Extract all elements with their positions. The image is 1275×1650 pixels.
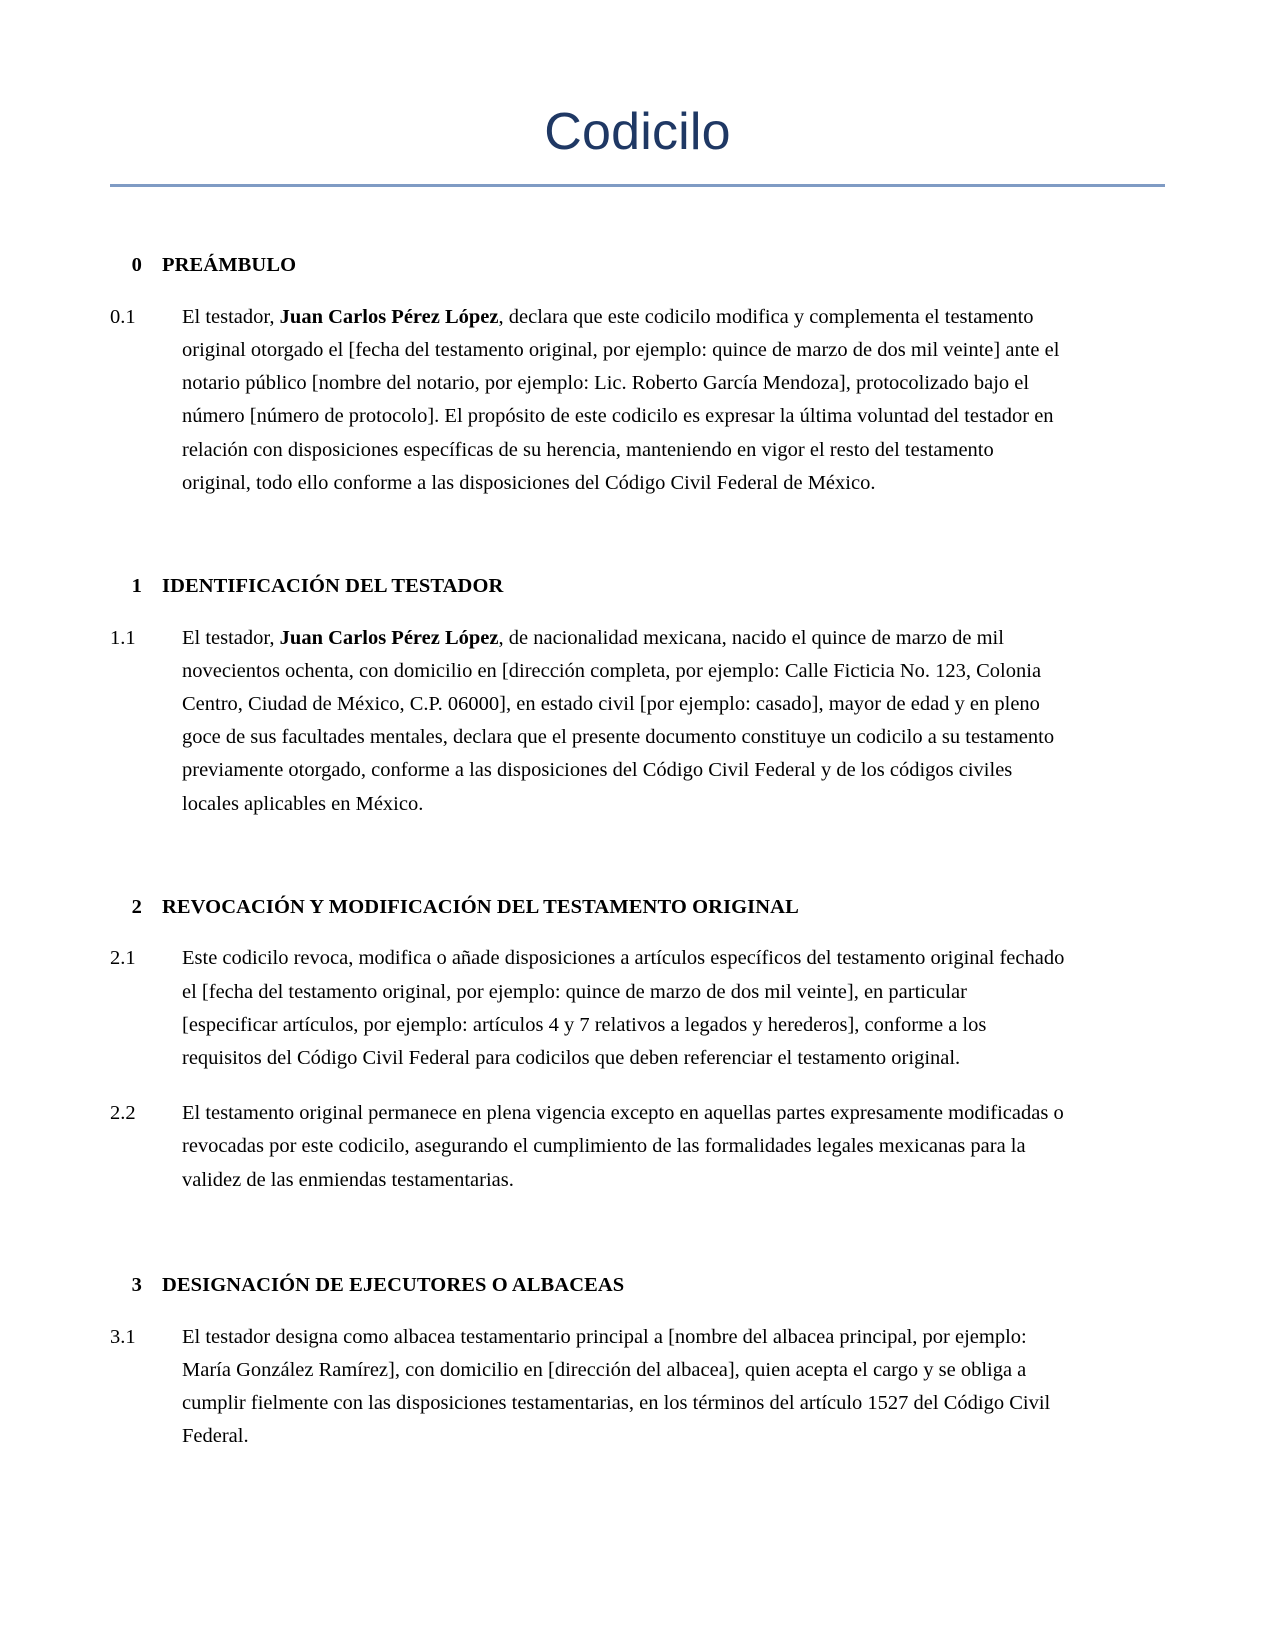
section-heading-1 — [110, 574, 1165, 600]
paragraph-text-3-1: El testador designa como albacea testamentario principal a [nombre del albacea principal, por ejemplo: María González Ramírez], con domicilio en [dirección del albacea], quien acepta el cargo y se obliga a cumplir fielmente con las disposiciones testamentarias, en los términos del artículo 1527 del Código Civil Federal. — [182, 1325, 1051, 1448]
paragraph-rest-1-1: , de nacionalidad mexicana, nacido el quince de marzo de mil novecientos ochenta, con domicilio en [dirección completa, por ejemplo: Calle Ficticia No. 123, Colonia Centro, Ciudad de México, C.P. 06000], en estado civil [por ejemplo: casado], mayor de edad y en pleno goce de sus facultades mentales, declara que el presente documento constituye un codicilo a su testamento previamente otorgado, conforme a las disposiciones del Código Civil Federal y de los códigos civiles locales aplicables en México. — [182, 626, 1055, 815]
paragraph-number-2-1: 2.1 — [110, 947, 136, 970]
section-heading-3 — [110, 1273, 1165, 1299]
title-block — [0, 0, 1275, 187]
testator-name-0-1: Juan Carlos Pérez López — [279, 305, 499, 328]
paragraph-number-0-1: 0.1 — [110, 305, 136, 328]
section-number-3: 3 — [131, 1273, 142, 1296]
paragraph-2-2 — [110, 1097, 1165, 1197]
section-title-2: REVOCACIÓN Y MODIFICACIÓN DEL TESTAMENTO ORIGINAL — [162, 895, 799, 918]
paragraph-1-1 — [110, 622, 1165, 821]
paragraph-text-0-1 — [182, 301, 1067, 500]
section-title-1: IDENTIFICACIÓN DEL TESTADOR — [162, 575, 504, 597]
section-0 — [110, 253, 1165, 500]
section-title-0: PREÁMBULO — [162, 254, 297, 277]
section-heading-2 — [110, 895, 1165, 921]
title-divider — [110, 184, 1165, 187]
paragraph-number-1-1: 1.1 — [110, 626, 136, 649]
paragraph-2-1 — [110, 942, 1165, 1075]
section-number-1: 1 — [131, 575, 142, 597]
section-1 — [110, 574, 1165, 821]
paragraph-lead-0-1: El testador, — [182, 305, 280, 328]
paragraph-rest-0-1: , declara que este codicilo modifica y complementa el testamento original otorgado el [fecha del testamento original, por ejemplo: quince de marzo de dos mil veinte] ante el notario público [nombre del notario, por ejemplo: Lic. Roberto García Mendoza], protocolizado bajo el número [número de protocolo]. El propósito de este codicilo es expresar la última voluntad del testador en relación con disposiciones específicas de su herencia, manteniendo en vigor el resto del testamento original, todo ello conforme a las disposiciones del Código Civil Federal de México. — [182, 305, 1060, 494]
paragraph-lead-1-1: El testador, — [182, 626, 280, 649]
section-title-3: DESIGNACIÓN DE EJECUTORES O ALBACEAS — [162, 1273, 625, 1296]
paragraph-text-1-1 — [182, 622, 1067, 821]
section-number-0: 0 — [131, 254, 142, 277]
section-heading-0 — [110, 253, 1165, 279]
testator-name-1-1: Juan Carlos Pérez López — [279, 626, 499, 649]
paragraph-text-2-1: Este codicilo revoca, modifica o añade disposiciones a artículos específicos del testamento original fechado el [fecha del testamento original, por ejemplo: quince de marzo de dos mil veinte], en particular [especificar artículos, por ejemplo: artículos 4 y 7 relativos a legados y herederos], conforme a los requisitos del Código Civil Federal para codicilos que deben referenciar el testamento original. — [182, 947, 1065, 1070]
section-2 — [110, 895, 1165, 1197]
page-title: Codicilo — [544, 103, 731, 161]
paragraph-number-3-1: 3.1 — [110, 1325, 136, 1348]
paragraph-0-1 — [110, 301, 1165, 500]
section-number-2: 2 — [131, 895, 142, 918]
document-body — [0, 253, 1275, 1453]
paragraph-text-2-2: El testamento original permanece en plena vigencia excepto en aquellas partes expresamente modificadas o revocadas por este codicilo, asegurando el cumplimiento de las formalidades legales mexicanas para la validez de las enmiendas testamentarias. — [182, 1102, 1064, 1191]
paragraph-number-2-2: 2.2 — [110, 1102, 136, 1125]
paragraph-3-1 — [110, 1321, 1165, 1454]
section-3 — [110, 1273, 1165, 1453]
